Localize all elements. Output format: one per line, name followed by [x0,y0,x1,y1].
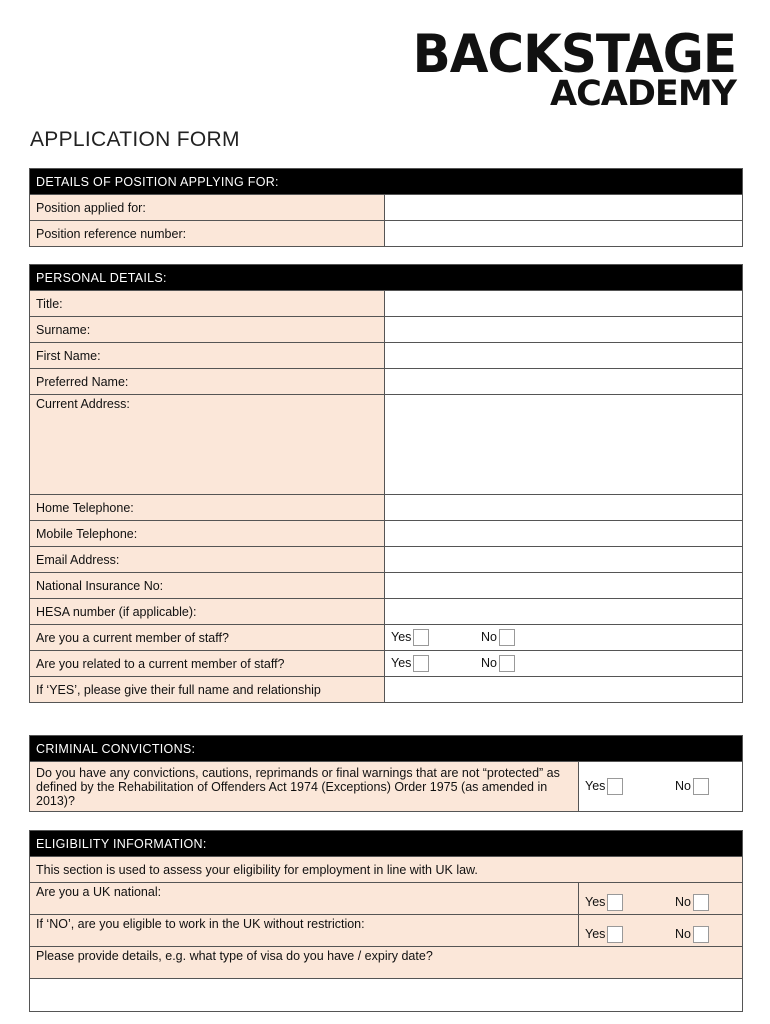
related-yes-label: Yes [391,655,412,670]
hesa-field[interactable] [385,599,743,625]
criminal-options [579,762,743,812]
uk-national-yes-checkbox[interactable] [607,894,623,911]
preferred-name-field[interactable] [385,369,743,395]
eligible-question: If ‘NO’, are you eligible to work in the UK without restriction: [30,915,579,947]
uk-national-no-label: No [675,894,691,909]
position-applied-field[interactable] [385,195,743,221]
member-question: Are you a current member of staff? [30,625,385,651]
visa-details-field[interactable] [30,979,743,1012]
first-name-field[interactable] [385,343,743,369]
member-yes-label: Yes [391,629,412,644]
hesa-label: HESA number (if applicable): [30,599,385,625]
email-field[interactable] [385,547,743,573]
uk-national-question: Are you a UK national: [30,883,579,915]
member-options [385,625,743,651]
visa-details-label: Please provide details, e.g. what type of visa do you have / expiry date? [30,947,743,979]
logo-line-1: BACKSTAGE [412,23,736,85]
member-yes-checkbox[interactable] [413,629,429,646]
logo-line-2: ACADEMY [550,74,736,114]
title-field[interactable] [385,291,743,317]
eligibility-table [29,830,743,1012]
position-applied-label: Position applied for: [30,195,385,221]
eligible-yes-checkbox[interactable] [607,926,623,943]
title-label: Title: [30,291,385,317]
member-no-label: No [481,629,497,644]
criminal-no-checkbox[interactable] [693,778,709,795]
position-ref-field[interactable] [385,221,743,247]
relationship-field[interactable] [385,677,743,703]
address-label: Current Address: [30,395,385,495]
email-label: Email Address: [30,547,385,573]
eligible-no-label: No [675,926,691,941]
position-header: DETAILS OF POSITION APPLYING FOR: [30,169,743,195]
criminal-table [29,735,743,812]
criminal-yes-label: Yes [585,778,606,793]
home-tel-field[interactable] [385,495,743,521]
surname-field[interactable] [385,317,743,343]
page-title: APPLICATION FORM [30,128,240,151]
related-yes-checkbox[interactable] [413,655,429,672]
mobile-tel-label: Mobile Telephone: [30,521,385,547]
ni-label: National Insurance No: [30,573,385,599]
home-tel-label: Home Telephone: [30,495,385,521]
eligibility-intro: This section is used to assess your eligibility for employment in line with UK law. [30,857,743,883]
position-ref-label: Position reference number: [30,221,385,247]
related-options [385,651,743,677]
mobile-tel-field[interactable] [385,521,743,547]
criminal-question: Do you have any convictions, cautions, reprimands or final warnings that are not “protected” as defined by the Rehabilitation of Offenders Act 1974 (Exceptions) Order 1975 (as amended in 2013)? [30,762,579,812]
member-no-checkbox[interactable] [499,629,515,646]
uk-national-yes-label: Yes [585,894,606,909]
related-no-checkbox[interactable] [499,655,515,672]
preferred-name-label: Preferred Name: [30,369,385,395]
eligible-options [579,915,743,947]
related-no-label: No [481,655,497,670]
position-table [29,168,743,247]
surname-label: Surname: [30,317,385,343]
address-field[interactable] [385,395,743,495]
eligibility-header: ELIGIBILITY INFORMATION: [30,831,743,857]
personal-table [29,264,743,703]
relationship-label: If ‘YES’, please give their full name and relationship [30,677,385,703]
uk-national-no-checkbox[interactable] [693,894,709,911]
criminal-header: CRIMINAL CONVICTIONS: [30,736,743,762]
criminal-no-label: No [675,778,691,793]
related-question: Are you related to a current member of staff? [30,651,385,677]
uk-national-options [579,883,743,915]
criminal-yes-checkbox[interactable] [607,778,623,795]
ni-field[interactable] [385,573,743,599]
eligible-no-checkbox[interactable] [693,926,709,943]
eligible-yes-label: Yes [585,926,606,941]
logo [412,23,736,114]
personal-header: PERSONAL DETAILS: [30,265,743,291]
first-name-label: First Name: [30,343,385,369]
